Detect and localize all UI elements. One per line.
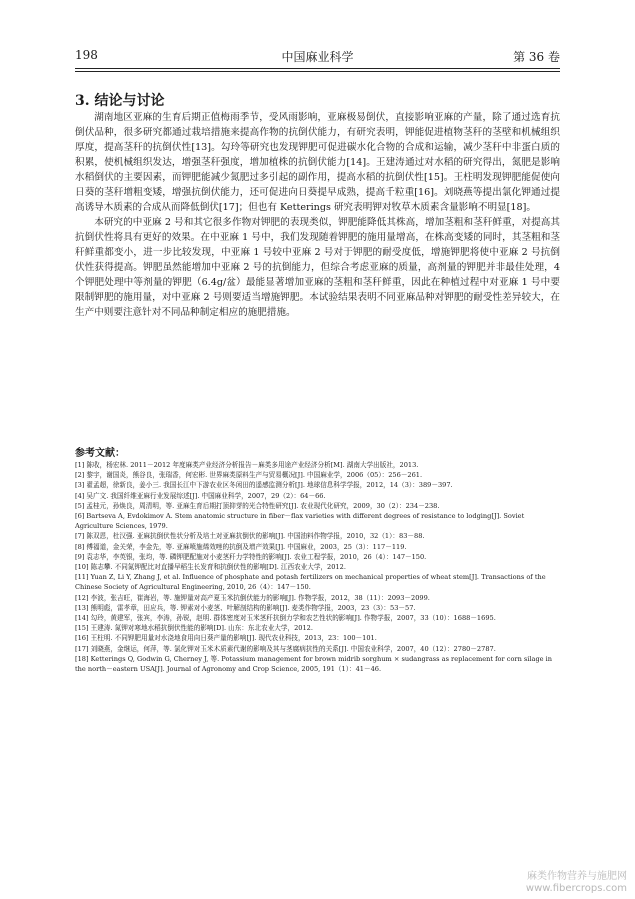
reference-item: [15] 王建涛. 氮钾对寒地水稻抗倒伏性能的影响[D]. 山东：东北农业大学，2012. [75, 624, 313, 633]
header-rule-thick [75, 68, 560, 69]
paragraph: 湖南地区亚麻的生育后期正值梅雨季节，受风雨影响，亚麻极易倒伏，直接影响亚麻的产量，除了通过选育抗倒伏品种，很多研究都通过栽培措施来提高作物的抗倒伏能力，有研究表明，钾能促进植物茎秆的茎壁和机械组织厚度，提高茎秆的抗倒伏性[13]。勾玲等研究也发现钾肥可促进碳水化合物的合成和运输，减少茎秆中非蛋白质的积累，使机械组织发达，增强茎秆强度，增加植株的抗倒伏能力[14]。王建涛通过对水稻的研究得出，氮肥是影响水稻倒伏的主要因素，而钾肥能减少氮肥过多引起的副作用，提高水稻的抗倒伏性[15]。王柱明发现钾肥能促使向日葵的茎秆增粗变矮，增强抗倒伏能力，还可促进向日葵提早成熟，提高千粒重[16]。刘晓燕等提出氯化钾通过提高诱导木质素的合成从而降低倒伏[17]；但也有 Ketterings 研究表明钾对牧草木质素含量影响不明显[18]。 [75, 112, 560, 213]
reference-item: [2] 黎宇，谢国炎，熊谷良，张瑞香，何宏彬. 世界麻类原料生产与贸易概况[J]. 中国麻业学，2006（05）：256－261. [75, 471, 423, 480]
reference-item: [9] 袁志华，李英银，张均，等. 磷钾肥配施对小麦茎秆力学特性的影响[J]. 农业工程学报，2010，26（4）：147－150. [75, 552, 427, 561]
reference-item: [12] 李波，张吉旺，崔海岩，等. 施钾量对高产夏玉米抗倒伏能力的影响[J]. 作物学报，2012，38（11）：2093－2099. [75, 593, 430, 602]
page-number: 198 [75, 48, 98, 62]
reference-item: [13] 熊明彪，雷孝章，田应兵，等. 钾素对小麦茎、叶解剖结构的影响[J]. 麦类作物学报，2003，23（3）：53－57. [75, 603, 416, 612]
paragraph: 本研究的中亚麻 2 号和其它很多作物对钾肥的表现类似，钾肥能降低其株高，增加茎粗和茎秆鲜重，对提高其抗倒伏性将具有更好的效果。在中亚麻 1 号中，我们发现随着钾肥的施用量增高，在株高变矮的同时，其茎粗和茎秆鲜重都变小，进一步比较发现，中亚麻 1 号较中亚麻 2 号对于钾肥的耐受度低，增施钾肥将使中亚麻 2 号抗倒伏性获得提高。钾肥虽然能增加中亚麻 2 号的抗倒能力，但综合考虑亚麻的质量，高剂量的钾肥并非最佳处理，4 个钾肥处理中等剂量的钾肥（6.4g/盆）最能显著增加亚麻的茎粗和茎秆鲜重，因此在种植过程中对亚麻 1 号中要限制钾肥的施用量，对中亚麻 2 号则要适当增施钾肥。本试验结果表明不同亚麻品种对钾肥的耐受性差异较大，在生产中则要注意针对不同品种制定相应的施肥措施。 [75, 217, 560, 318]
section-heading: 3. 结论与讨论 [75, 93, 165, 109]
watermark-url: www.fibercrops.com [525, 883, 627, 894]
reference-item: [1] 陈收，杨宏林. 2011－2012 年度麻类产业经济分析报告－麻类多用途产业经济分析[M]. 湖南大学出版社，2013. [75, 461, 419, 469]
reference-item: [8] 傅福道，金关荣，李金先，等. 亚麻喷施烯效唑的抗倒及增产效果[J]. 中国麻业，2003，25（3）：117－119. [75, 542, 407, 551]
reference-item: [4] 吴广文. 我国纤维亚麻行业发展综述[J]. 中国麻业科学，2007，29（2）：64－66. [75, 491, 326, 500]
reference-item: [14] 勾玲，黄建军，张宾，李涛，孙锐，赵明. 群体密度对玉米茎秆抗倒力学和农艺性状的影响[J]. 作物学报，2007，33（10）：1688－1695. [75, 614, 496, 623]
reference-item: [17] 刘晓燕，金继运，何萍，等. 氯化钾对玉米木质素代谢的影响及其与茎腐病抗性的关系[J]. 中国农业科学，2007，40（12）：2780－2787. [75, 644, 496, 653]
reference-item: [5] 孟桂元，孙焕良，周清明，等. 亚麻生育后期打顶抑芽的光合特性研究[J]. 农业现代化研究，2009，30（2）：234－238. [75, 501, 440, 510]
watermark-title: 麻类作物营养与施肥网 [527, 871, 627, 882]
volume-label: 第 36 卷 [513, 50, 560, 64]
reference-item: [3] 翟孟超，徐新良，姜小三. 我国长江中下游农业区冬闲田的遥感监测分析[J]. 地球信息科学学报，2012，14（3）：389－397. [75, 481, 453, 490]
reference-item: [16] 王柱明. 不同钾肥用量对水浇地食用向日葵产量的影响[J]. 现代农业科技，2013，23：100－101. [75, 634, 377, 643]
reference-item: [11] Yuan Z, Li Y, Zhang J, et al. Influence of phosphate and potash fertilizers on mechanical properties of wheat stem[J]. Transactions of the Chinese Society of Agricultural Engineering, 2010, 26（4）：147－150. [75, 573, 546, 592]
section-body [75, 110, 560, 320]
page-header [75, 48, 560, 66]
reference-item: [18] Ketterings Q, Godwin G, Cherney J, 等. Potassium management for brown midrib sorghum × sudangrass as replacement for corn silage in the north－eastern USA[J]. Journal of Agronomy and Crop Science, 2005, 191（1）：41－46. [75, 654, 553, 674]
reference-item: [10] 陈志攀. 不同氮钾配比对直播早稻生长发育和抗倒伏性的影响[D]. 江西农业大学，2012. [75, 563, 346, 572]
reference-list [75, 460, 560, 674]
references-heading: 参考文献： [75, 448, 125, 459]
site-watermark [526, 871, 627, 895]
reference-item: [7] 陈双恩，杜汉强. 亚麻抗倒伏性状分析及培土对亚麻抗倒伏的影响[J]. 中国油料作物学报，2010，32（1）：83－88. [75, 532, 425, 541]
journal-name: 中国麻业科学 [281, 50, 354, 64]
header-rule-thin [75, 71, 560, 72]
reference-item: [6] Bartseva A, Evdokimov A. Stem anatomic structure in fiber－flax varieties with different degrees of resistance to lodging[J]. Soviet Agriculture Sciences, 1979. [75, 512, 525, 531]
